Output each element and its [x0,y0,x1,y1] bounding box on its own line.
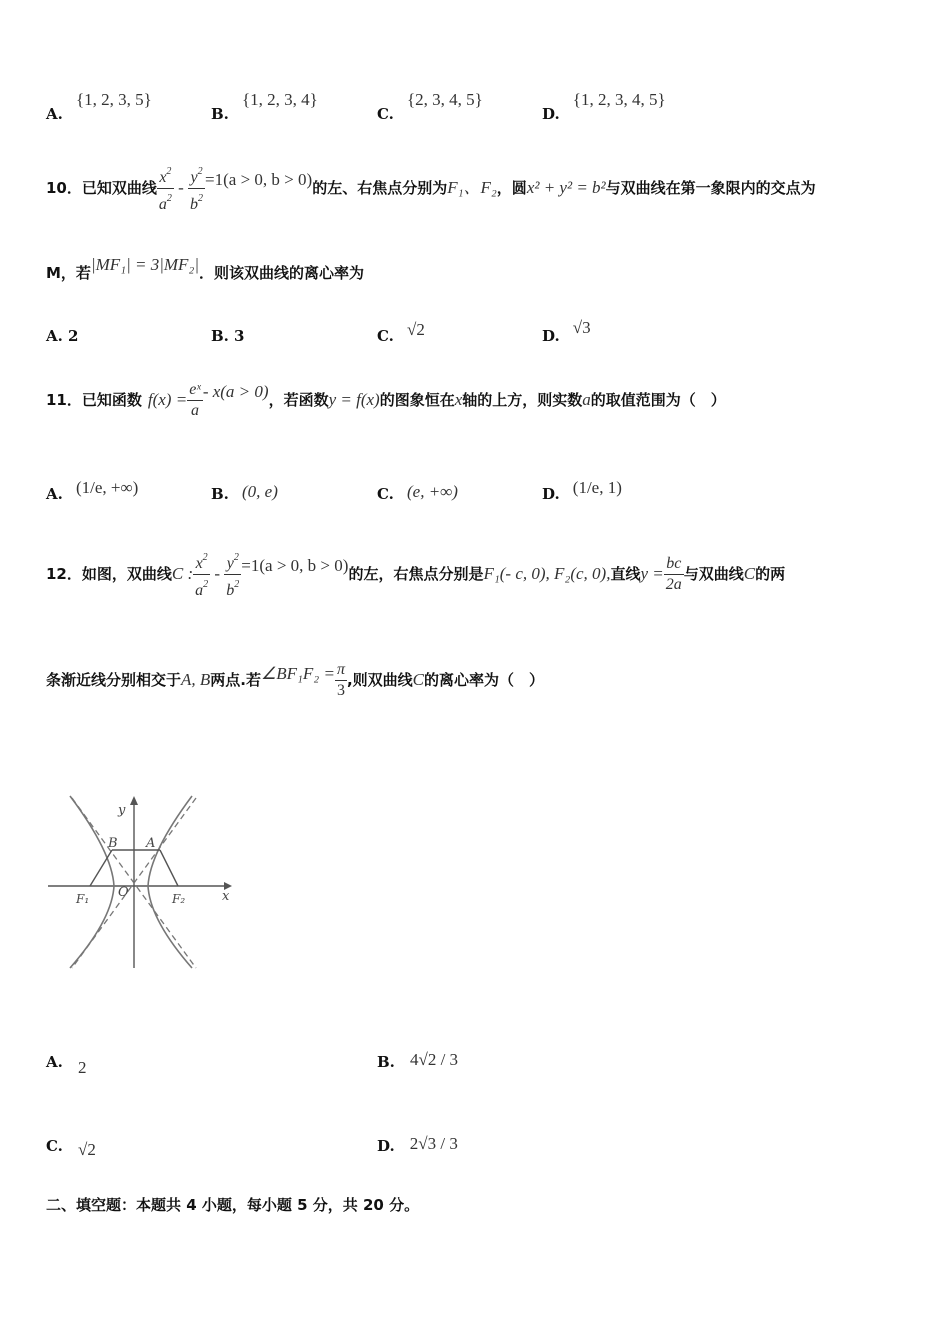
q10-option-d: D. √3 [542,318,591,345]
q10-option-a: A. 2 [46,327,79,345]
q11-option-b: B. (0, e) [211,482,278,503]
hyperbola-figure [46,792,238,976]
hyperbola-diagram [46,792,238,972]
right-branch [148,796,192,968]
segment-f2-a [160,850,178,886]
q10-frac-y: $\frac{y^2}{b^2}$ [190,166,204,213]
q9-option-d: D. {1, 2, 3, 4, 5} [542,90,666,123]
q10-line1: 10．已知双曲线 $\frac{x^2}{a^2}$ - $\frac{y^2}{b^2}$ =1(a > 0, b > 0)的左、右焦点分别为F₁、F₂，圆x² + y² = b²与双曲线在第一象限内的交点为 [46,162,816,215]
q12-line1: 12．如图，双曲线C : $\frac{x^2}{a^2}$ - $\frac{y^2}{b^2}$ =1(a > 0, b > 0)的左，右焦点分别是F₁(- c, 0), F₂(c, 0),直线y = $\frac{bc}{2a}$ 与双曲线C的两 [46,548,785,601]
label-b: B [108,836,118,851]
q12-option-b: B. 4√2 / 3 [377,1050,459,1071]
q12-frac-line: $\frac{bc}{2a}$ [665,555,682,593]
segment-f1-b [90,850,112,886]
q11-option-a: A. (1/e, +∞) [46,478,139,503]
label-o: O [118,885,129,900]
label-f2: F₂ [172,892,186,906]
q12-frac-angle: $\frac{\pi}{3}$ [336,661,345,699]
label-y: y [118,803,126,818]
q12-option-a: A. 2 [46,1053,87,1077]
q11-option-d: D. (1/e, 1) [542,478,622,503]
q9-option-a: A. {1, 2, 3, 5} [46,90,152,123]
q12-frac-x: $\frac{x^2}{a^2}$ [195,552,209,599]
q11-frac: $\frac{\text{eˣ}}{a}$ [189,381,201,419]
q10-frac-x: $\frac{x^2}{a^2}$ [158,166,172,213]
q12-option-d: D. 2√3 / 3 [377,1134,458,1155]
q10-option-b: B. 3 [211,327,245,345]
q11-option-c: C. (e, +∞) [377,482,458,503]
y-axis-arrow [130,796,138,805]
q12-option-c: C. √2 [46,1137,96,1159]
section2-heading: 二、填空题：本题共 4 小题，每小题 5 分，共 20 分。 [46,1196,420,1214]
q9-option-c: C. {2, 3, 4, 5} [377,90,483,123]
label-f1: F₁ [76,892,90,906]
q12-line2: 条渐近线分别相交于A, B两点.若∠BF₁F₂ = $\frac{\pi}{3}$ ,则双曲线C的离心率为（ ） [46,661,545,699]
q12-frac-y: $\frac{y^2}{b^2}$ [226,552,240,599]
q10-line2: M，若|MF₁| = 3|MF₂|．则该双曲线的离心率为 [46,255,365,282]
q10-option-c: C. √2 [377,320,425,345]
label-a: A [146,836,156,851]
label-x: x [222,889,230,904]
q11-line: 11．已知函数 f(x) = $\frac{\text{eˣ}}{a}$ - x(a > 0)，若函数y = f(x)的图象恒在x轴的上方，则实数a的取值范围为（ ） [46,381,726,419]
q9-option-b: B. {1, 2, 3, 4} [211,90,318,123]
